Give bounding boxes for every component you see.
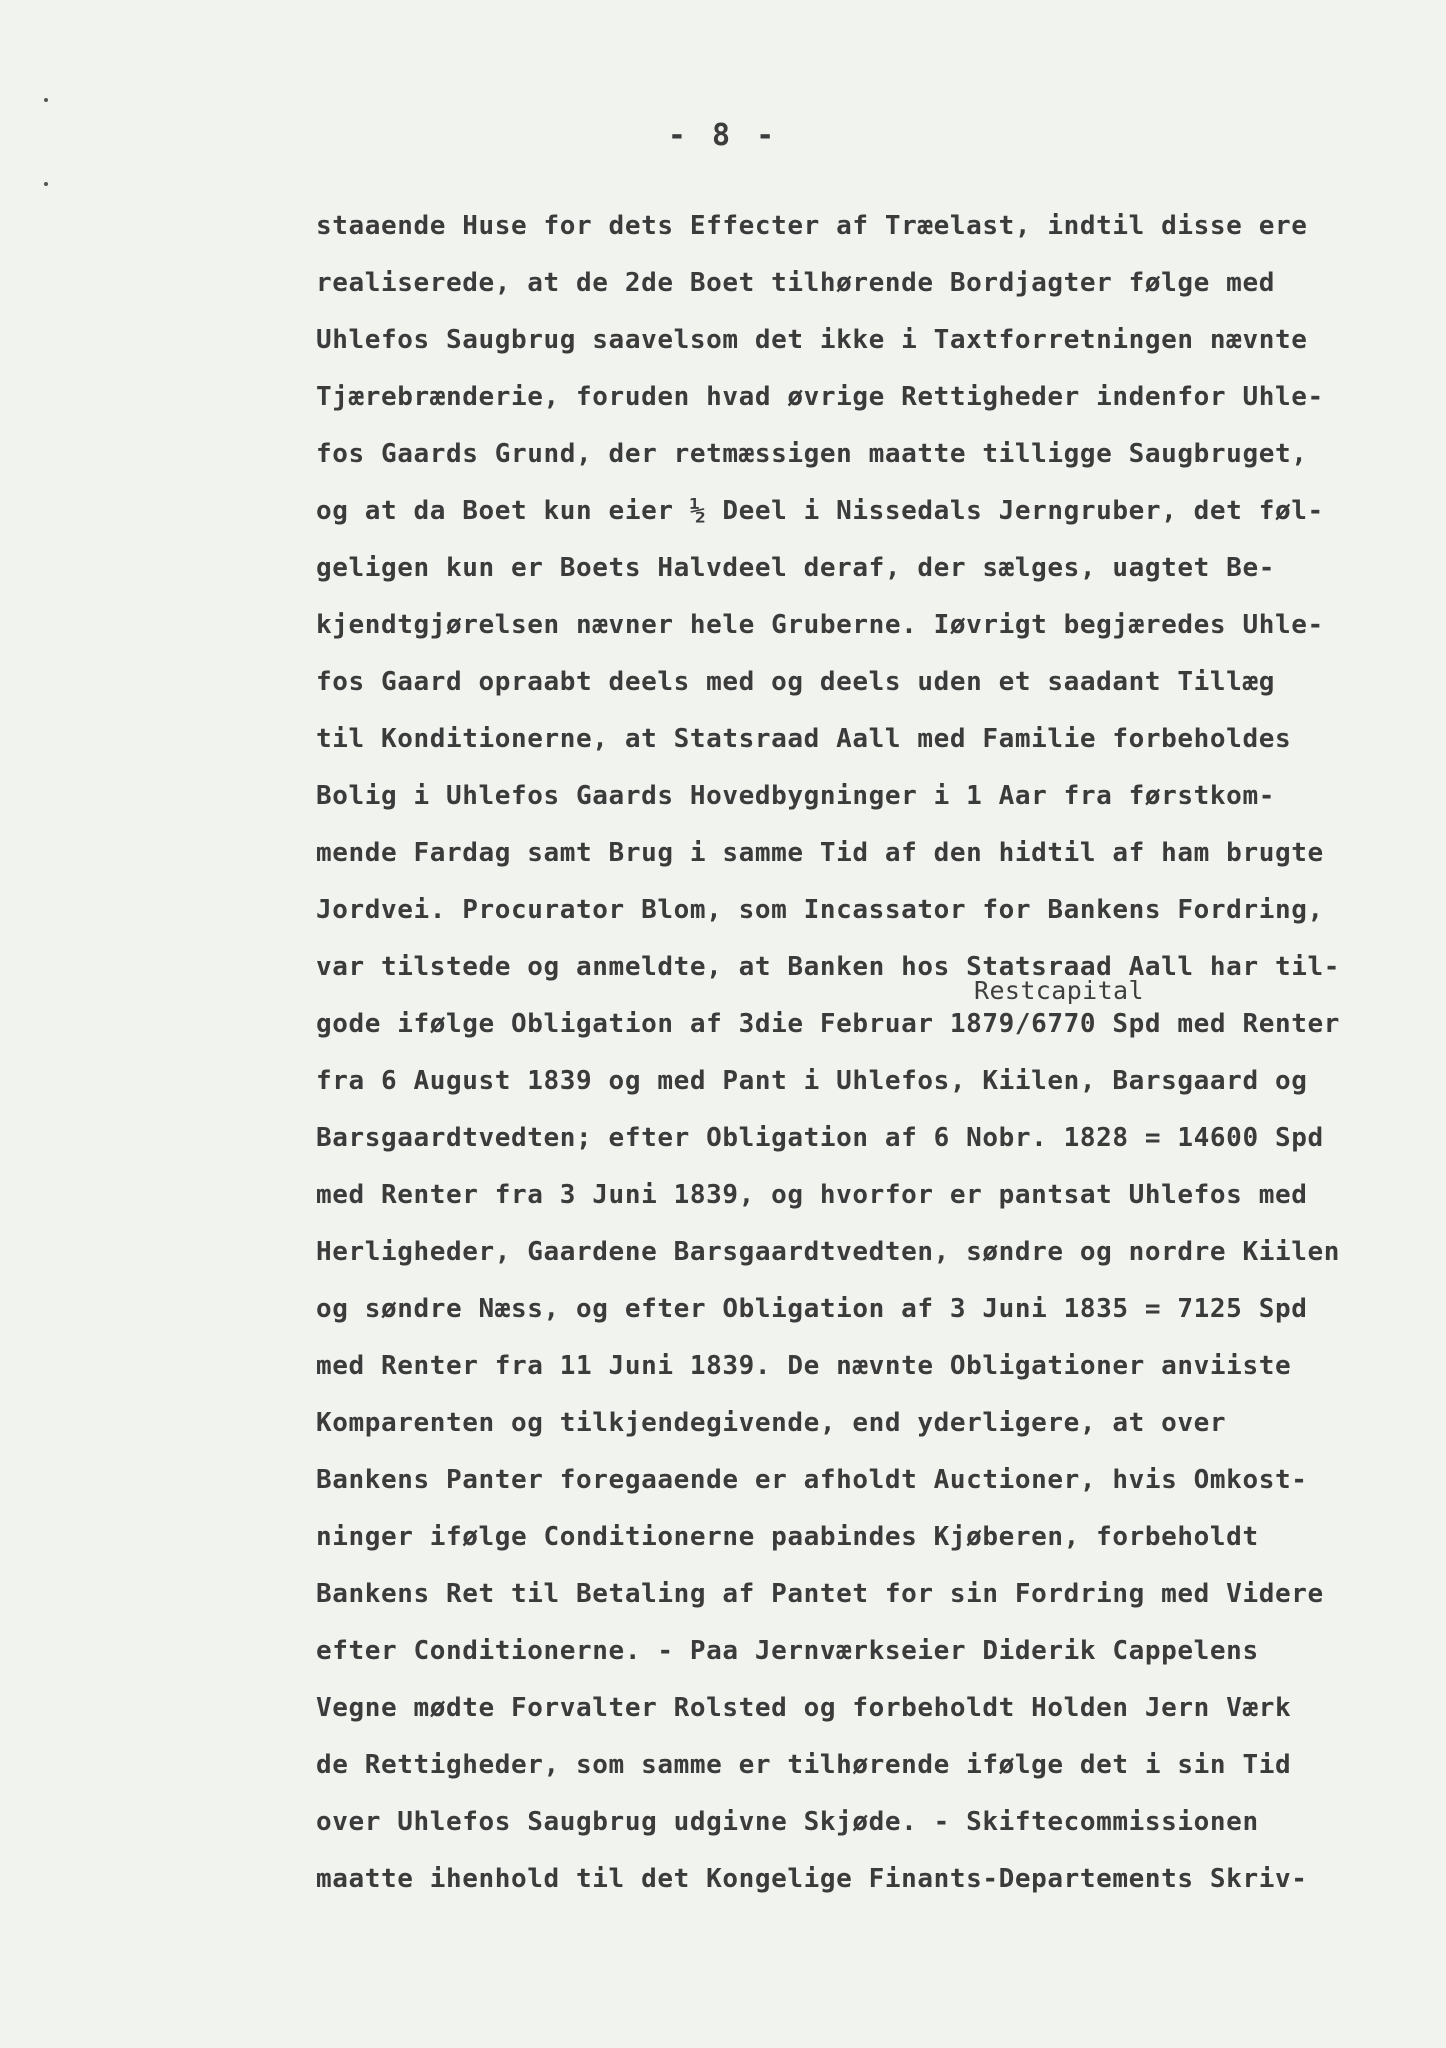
text-line: geligen kun er Boets Halvdeel deraf, der sælges, uagtet Be- bbox=[316, 553, 1275, 583]
text-line: Bolig i Uhlefos Gaards Hovedbygninger i 1 Aar fra førstkom- bbox=[316, 781, 1275, 811]
text-line: Barsgaardtvedten; efter Obligation af 6 Nobr. 1828 = 14600 Spd bbox=[316, 1123, 1324, 1153]
text-line: efter Conditionerne. - Paa Jernværkseier Diderik Cappelens bbox=[316, 1636, 1259, 1666]
text-line: fra 6 August 1839 og med Pant i Uhlefos, Kiilen, Barsgaard og bbox=[316, 1066, 1308, 1096]
scan-speck bbox=[44, 182, 48, 186]
page-number: - 8 - bbox=[667, 118, 779, 153]
text-line: Tjærebrænderie, foruden hvad øvrige Rettigheder indenfor Uhle- bbox=[316, 382, 1324, 412]
text-line: staaende Huse for dets Effecter af Træelast, indtil disse ere bbox=[316, 211, 1308, 241]
text-line: Jordvei. Procurator Blom, som Incassator for Bankens Fordring, bbox=[316, 895, 1324, 925]
body-text bbox=[316, 198, 1426, 1908]
scan-speck bbox=[44, 98, 48, 102]
text-line: var tilstede og anmeldte, at Banken hos Statsraad Aall har til- bbox=[316, 952, 1340, 982]
text-line: og at da Boet kun eier ½ Deel i Nissedals Jerngruber, det føl- bbox=[316, 496, 1324, 526]
text-line: gode ifølge Obligation af 3die Februar 1879/6770 Spd med Renter bbox=[316, 1009, 1340, 1039]
text-line: Komparenten og tilkjendegivende, end yderligere, at over bbox=[316, 1408, 1227, 1438]
text-line: realiserede, at de 2de Boet tilhørende Bordjagter følge med bbox=[316, 268, 1275, 298]
text-line: mende Fardag samt Brug i samme Tid af den hidtil af ham brugte bbox=[316, 838, 1324, 868]
text-line: de Rettigheder, som samme er tilhørende ifølge det i sin Tid bbox=[316, 1750, 1292, 1780]
text-line: fos Gaard opraabt deels med og deels uden et saadant Tillæg bbox=[316, 667, 1275, 697]
text-line: til Konditionerne, at Statsraad Aall med Familie forbeholdes bbox=[316, 724, 1292, 754]
text-line: Bankens Ret til Betaling af Pantet for sin Fordring med Videre bbox=[316, 1579, 1324, 1609]
text-line: kjendtgjørelsen nævner hele Gruberne. Iøvrigt begjæredes Uhle- bbox=[316, 610, 1324, 640]
text-line: over Uhlefos Saugbrug udgivne Skjøde. - Skiftecommissionen bbox=[316, 1807, 1259, 1837]
text-line: Herligheder, Gaardene Barsgaardtvedten, søndre og nordre Kiilen bbox=[316, 1237, 1340, 1267]
text-line: ninger ifølge Conditionerne paabindes Kjøberen, forbeholdt bbox=[316, 1522, 1259, 1552]
text-line: og søndre Næss, og efter Obligation af 3 Juni 1835 = 7125 Spd bbox=[316, 1294, 1308, 1324]
text-line: Uhlefos Saugbrug saavelsom det ikke i Taxtforretningen nævnte bbox=[316, 325, 1308, 355]
text-line: med Renter fra 3 Juni 1839, og hvorfor er pantsat Uhlefos med bbox=[316, 1180, 1308, 1210]
text-line: Bankens Panter foregaaende er afholdt Auctioner, hvis Omkost- bbox=[316, 1465, 1308, 1495]
text-line: maatte ihenhold til det Kongelige Finants-Departements Skriv- bbox=[316, 1864, 1308, 1894]
interlinear-insertion: Restcapital bbox=[974, 976, 1144, 1005]
text-line: Vegne mødte Forvalter Rolsted og forbeholdt Holden Jern Værk bbox=[316, 1693, 1292, 1723]
text-line: med Renter fra 11 Juni 1839. De nævnte Obligationer anviiste bbox=[316, 1351, 1292, 1381]
text-line: fos Gaards Grund, der retmæssigen maatte tilligge Saugbruget, bbox=[316, 439, 1308, 469]
